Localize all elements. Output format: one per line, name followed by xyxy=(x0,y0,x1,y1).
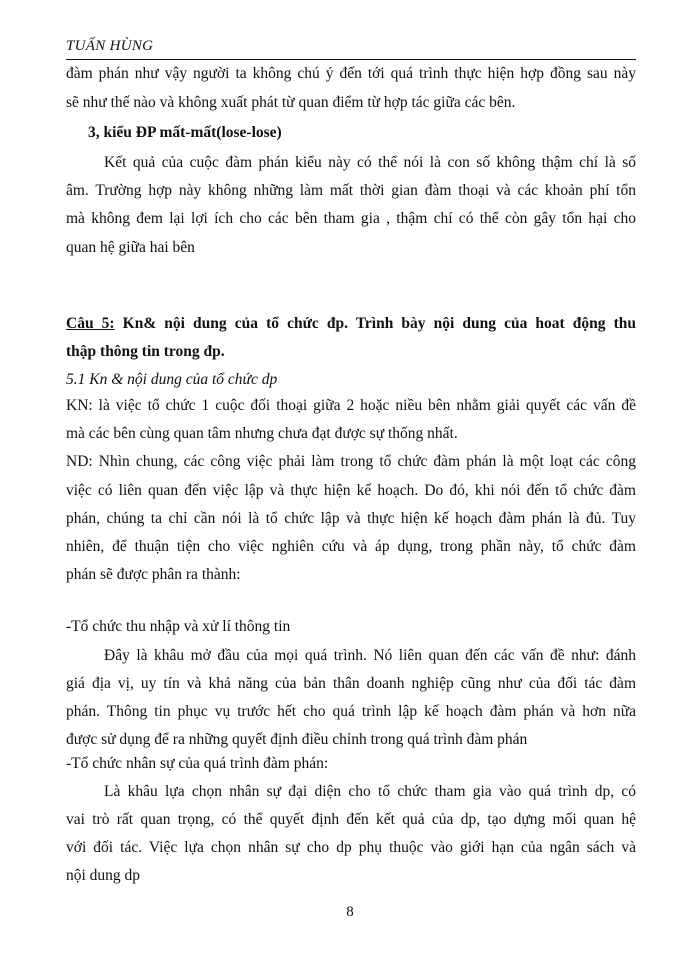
paragraph-line: Đây là khâu mở đầu của mọi quá trình. Nó liên quan đến các vấn đề như: đánh xyxy=(104,647,636,664)
paragraph-line: vai trò rất quan trọng, có thể quyết định đến kết quả của dp, tạo dựng mối quan hệ xyxy=(66,811,636,828)
list-item-heading: -Tổ chức nhân sự của quá trình đàm phán: xyxy=(66,755,329,772)
paragraph-line: ND: Nhìn chung, các công việc phải làm trong tổ chức đàm phán là một loạt các công xyxy=(66,453,636,470)
paragraph-line: việc có liên quan đến việc lập và thực hiện kế hoạch. Do đó, khi nói đến tổ chức đàm xyxy=(66,482,636,499)
paragraph-line: phán. Thông tin phục vụ trước hết cho quá trình lập kế hoạch đàm phán và hơn nữa xyxy=(66,703,636,720)
paragraph-line: giá địa vị, uy tín và khả năng của bản thân doanh nghiệp cũng như của đối tác đàm xyxy=(66,675,636,692)
paragraph-line: nhiên, để thuận tiện cho việc nghiên cứu và áp dụng, trong phần này, tổ chức đàm xyxy=(66,538,636,555)
page-number: 8 xyxy=(346,904,354,920)
subsection-heading: 5.1 Kn & nội dung của tổ chức dp xyxy=(66,371,278,388)
paragraph-line: âm. Trường hợp này không những làm mất thời gian đàm thoại và các khoản phí tổn xyxy=(66,182,636,199)
paragraph-line: Kết quả của cuộc đàm phán kiểu này có thể nói là con số không thậm chí là số xyxy=(104,154,636,171)
paragraph-line: với đối tác. Việc lựa chọn nhân sự cho dp phụ thuộc vào giới hạn của ngân sách và xyxy=(66,839,636,856)
paragraph-line: nội dung dp xyxy=(66,867,141,884)
paragraph-line: phán sẽ được phân ra thành: xyxy=(66,566,241,583)
paragraph-line: Là khâu lựa chọn nhân sự đại diện cho tổ chức tham gia vào quá trình dp, có xyxy=(104,783,636,800)
paragraph-line: mà không đem lại lợi ích cho các bên tham gia , thậm chí có thể còn gây tổn hại cho xyxy=(66,210,636,227)
paragraph-line: KN: là việc tổ chức 1 cuộc đối thoại giữa 2 hoặc niều bên nhằm giải quyết các vấn đề xyxy=(66,397,636,414)
header-rule xyxy=(66,59,636,60)
question-title: Kn& nội dung của tổ chức đp. Trình bày nội dung của hoat động thu xyxy=(114,315,636,332)
question-heading xyxy=(66,314,636,334)
list-item-heading: -Tổ chức thu nhập và xử lí thông tin xyxy=(66,618,291,635)
question-label: Câu 5: xyxy=(66,315,115,332)
paragraph-line: được sử dụng để ra những quyết định điều chỉnh trong quá trình đàm phán xyxy=(66,731,528,748)
question-heading-line2: thập thông tin trong đp. xyxy=(66,343,225,360)
running-header: TUẤN HÙNG xyxy=(66,38,154,54)
paragraph-line: mà các bên cùng quan tâm nhưng chưa đạt được sự thống nhất. xyxy=(66,425,458,442)
paragraph-line: đàm phán như vậy người ta không chú ý đến tới quá trình thực hiện hợp đồng sau này xyxy=(66,65,636,82)
paragraph-line: sẽ như thế nào và không xuất phát từ quan điểm từ hợp tác giữa các bên. xyxy=(66,94,516,111)
section-heading: 3, kiểu ĐP mất-mất(lose-lose) xyxy=(88,124,282,141)
paragraph-line: phán, chúng ta chỉ cần nói là tổ chức lập và thực hiện kế hoạch đàm phán là đủ. Tuy xyxy=(66,510,636,527)
paragraph-line: quan hệ giữa hai bên xyxy=(66,239,195,256)
